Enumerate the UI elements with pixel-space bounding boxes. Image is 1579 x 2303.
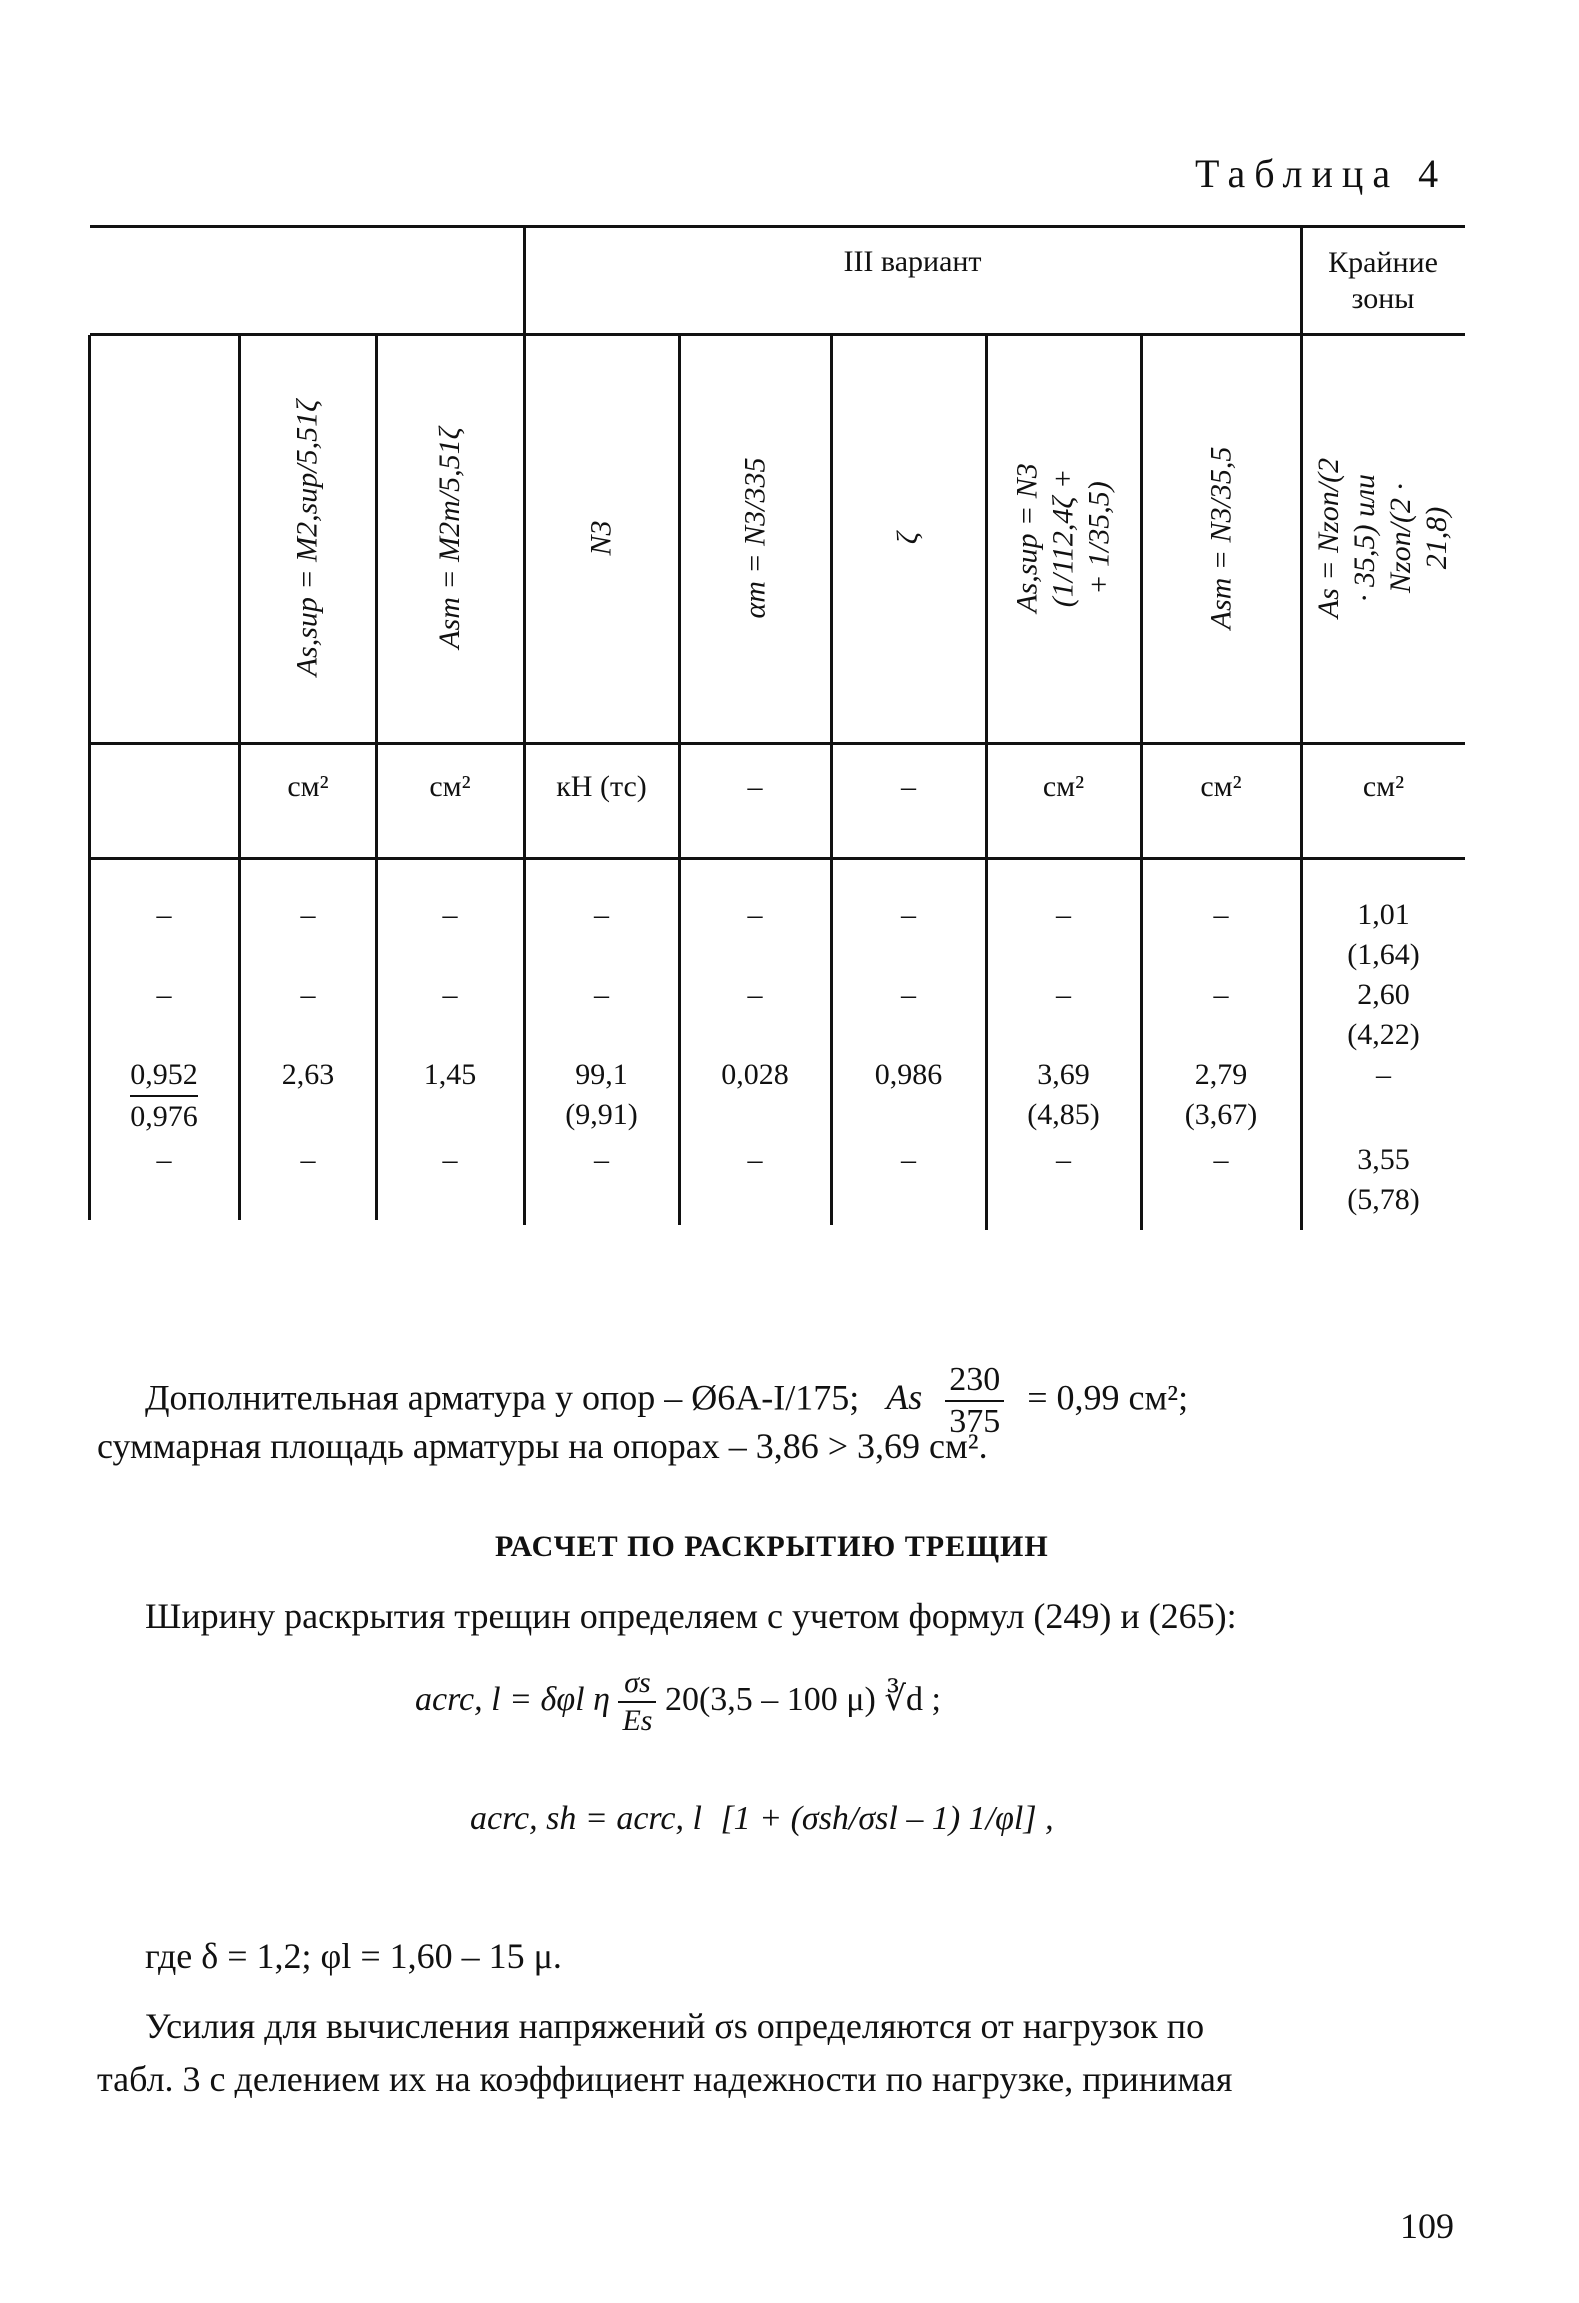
para1-as: As: [886, 1377, 923, 1418]
unit-cell: –: [901, 770, 916, 803]
col-header: [524, 338, 679, 738]
col-header: [679, 338, 831, 738]
para1-num: 230: [945, 1360, 1004, 1402]
table-cell: –: [156, 1143, 172, 1176]
edge-zones-header: Крайние зоны: [1328, 246, 1438, 315]
table-cell: –: [1056, 978, 1071, 1011]
formula1-num: σs: [618, 1665, 656, 1703]
table-cell: –: [594, 978, 609, 1011]
table-cell: –: [747, 1143, 763, 1176]
unit-cell: см²: [1362, 770, 1405, 803]
formula-acrc-sh: [470, 1800, 1054, 1838]
table-cell: 2,79 (3,67): [1184, 1058, 1258, 1131]
formula2-lhs: acrc, sh = acrc, l: [470, 1800, 702, 1837]
unit-cell: см²: [1042, 770, 1085, 803]
table-cell: 3,69 (4,85): [1027, 1058, 1100, 1131]
formula2-body: [1 + (σsh/σsl – 1) 1/φl] ,: [720, 1800, 1054, 1837]
formula1-lhs: acrc, l = δφl η: [415, 1680, 610, 1718]
table-cell: –: [1213, 978, 1229, 1011]
para1-text: Дополнительная арматура у опор – Ø6A-I/175;: [145, 1377, 860, 1418]
table-cell: –: [747, 898, 763, 931]
table-cell: –: [901, 978, 916, 1011]
unit-cell: см²: [287, 770, 329, 803]
table-cell: 3,55 (5,78): [1347, 1143, 1420, 1216]
formula1-rhs: 20(3,5 – 100 μ) ∛d ;: [664, 1680, 941, 1718]
table-title: Таблица 4: [1195, 151, 1448, 196]
formula1-den: Es: [622, 1704, 653, 1737]
table-cell: –: [1376, 1058, 1391, 1091]
col-formula: ζ: [891, 531, 925, 545]
formula1-fraction: [618, 1665, 656, 1739]
paragraph-forces-2: табл. 3 с делением их на коэффициент надежности по нагрузке, принимая: [97, 2059, 1233, 2099]
col-formula: Asm = M2m/5,51ζ: [433, 427, 467, 649]
table-cell: –: [442, 1143, 458, 1176]
table-cell: –: [156, 978, 172, 1011]
table-cell: 99,1 (9,91): [565, 1058, 638, 1131]
unit-cell: –: [747, 770, 763, 803]
header-rule: [90, 333, 1465, 336]
col-formula: αm = N3/335: [738, 457, 772, 619]
col-formula: As,sup = N3 (1/112,4ζ + + 1/35,5): [1010, 463, 1116, 613]
paragraph-forces-1: Усилия для вычисления напряжений σs определяются от нагрузок по: [145, 2006, 1205, 2046]
paragraph-where: где δ = 1,2; φl = 1,60 – 15 μ.: [145, 1936, 562, 1976]
col-formula: N3: [584, 520, 618, 556]
col-formula: Asm = N3/35,5: [1204, 446, 1238, 630]
table-cell: –: [300, 978, 316, 1011]
group-header: III вариант: [843, 245, 982, 278]
col-formula: As = Nzon/(2 · 35,5) или Nzon/(2 · 21,8): [1312, 457, 1453, 619]
table-cell: 1,45: [423, 1058, 477, 1091]
unit-cell: см²: [1200, 770, 1242, 803]
col-header: [986, 338, 1141, 738]
table-cell: –: [1213, 898, 1229, 931]
col-header: [1301, 338, 1465, 738]
table-cell: –: [594, 1143, 609, 1176]
col-header: [1141, 338, 1301, 738]
para1-result: = 0,99 см²;: [1027, 1377, 1189, 1418]
table-cell: –: [300, 1143, 316, 1176]
col-formula: As,sup = M2,sup/5,51ζ: [290, 399, 323, 677]
formula-acrc-l: [415, 1665, 941, 1739]
table-cell: –: [594, 898, 609, 931]
units-bottom-rule: [90, 857, 1465, 860]
unit-cell: см²: [429, 770, 471, 803]
table-cell: 0,028: [721, 1058, 789, 1091]
table-cell: 2,60 (4,22): [1347, 978, 1420, 1051]
units-top-rule: [90, 742, 1465, 745]
paragraph-crack-width: Ширину раскрытия трещин определяем с учетом формул (249) и (265):: [145, 1596, 1237, 1636]
page-number: 109: [1400, 2206, 1454, 2246]
table-cell: –: [1056, 1143, 1071, 1176]
table-cell: –: [442, 898, 458, 931]
table-cell: –: [901, 898, 916, 931]
table-cell: –: [156, 898, 172, 931]
table-cell: –: [300, 898, 316, 931]
col-header: [238, 338, 376, 738]
table-cell: 0,952 0,976: [90, 1055, 238, 1137]
table-cell: 2,63: [281, 1058, 335, 1091]
table-cell: –: [1056, 898, 1071, 931]
table-cell: –: [901, 1143, 916, 1176]
col-header: [831, 338, 986, 738]
table-cell: –: [442, 978, 458, 1011]
table-cell: –: [1213, 1143, 1229, 1176]
paragraph-total-area: суммарная площадь арматуры на опорах – 3,86 > 3,69 см².: [97, 1426, 988, 1466]
table-cell: –: [747, 978, 763, 1011]
table-cell: 1,01 (1,64): [1347, 898, 1420, 971]
para1-den: 375: [949, 1403, 1001, 1440]
section-heading: РАСЧЕТ ПО РАСКРЫТИЮ ТРЕЩИН: [495, 1530, 1049, 1563]
col-header: [376, 338, 524, 738]
table-cell: 0,986: [874, 1058, 943, 1091]
unit-cell: кН (тс): [556, 770, 647, 803]
table-top-rule: [90, 225, 1465, 228]
